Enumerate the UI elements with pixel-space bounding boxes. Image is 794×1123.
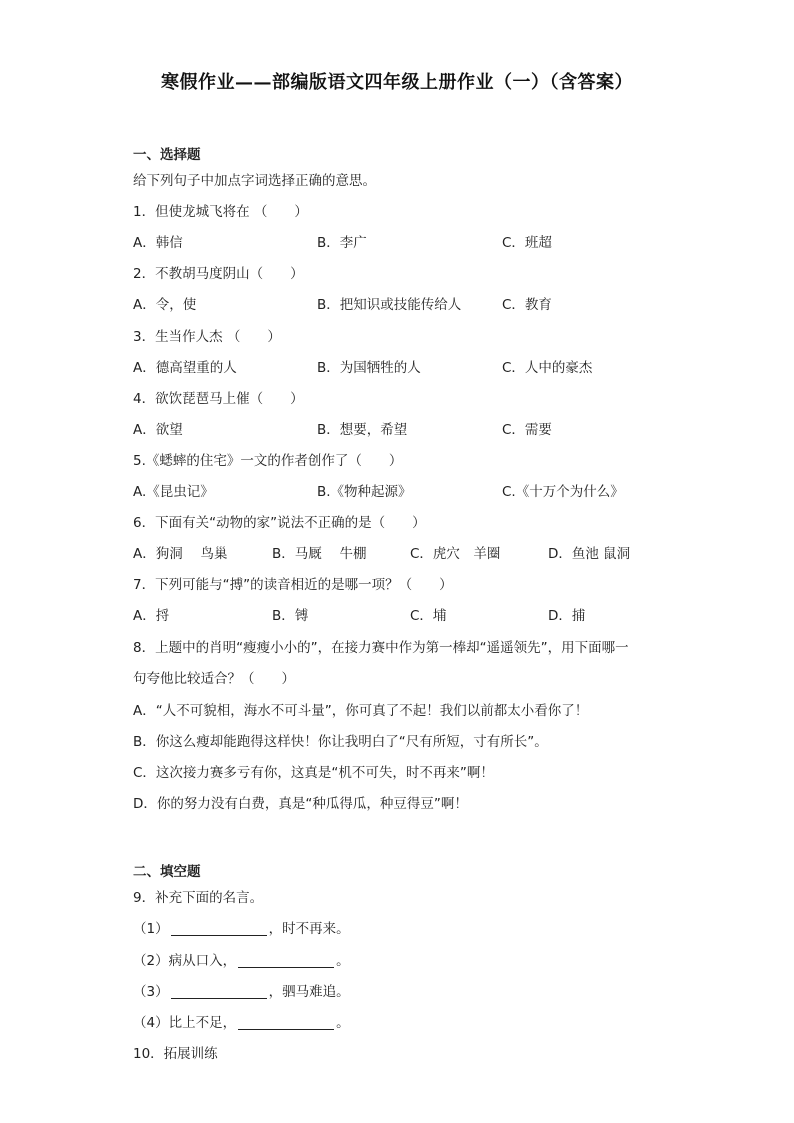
question-8-stem-line2: 句夸他比较适合？（ ） bbox=[133, 671, 295, 687]
question-7-stem: 7．下列可能与“搏”的读音相近的是哪一项？（ ） bbox=[133, 577, 453, 593]
option-b: B.《物种起源》 bbox=[317, 484, 412, 500]
option-b: B．为国牺牲的人 bbox=[317, 360, 421, 376]
option-a: A．欲望 bbox=[133, 422, 183, 438]
question-4-stem: 4．欲饮琵琶马上催（ ） bbox=[133, 391, 304, 407]
option-c: C．埔 bbox=[410, 608, 447, 624]
question-8-stem-line1: 8．上题中的肖明“瘦瘦小小的”，在接力赛中作为第一棒却“遥遥领先”，用下面哪一 bbox=[133, 640, 629, 656]
answer-blank[interactable] bbox=[171, 984, 267, 999]
item-number: （2） bbox=[133, 953, 169, 969]
option-d: D．鱼池 鼠洞 bbox=[548, 546, 631, 562]
answer-blank[interactable] bbox=[238, 1015, 334, 1030]
item-number: （3） bbox=[133, 984, 169, 1000]
option-c: C．班超 bbox=[502, 235, 552, 251]
option-c: C．需要 bbox=[502, 422, 552, 438]
item-after: 。 bbox=[336, 1015, 350, 1031]
instruction-text: 给下列句子中加点字词选择正确的意思。 bbox=[133, 173, 376, 189]
option-d: D．捕 bbox=[548, 608, 586, 624]
question-10-stem: 10．拓展训练 bbox=[133, 1046, 218, 1062]
section-heading-fill: 二、填空题 bbox=[133, 864, 201, 880]
question-1-stem: 1．但使龙城飞将在 （ ） bbox=[133, 204, 308, 220]
item-after: 。 bbox=[336, 953, 350, 969]
question-2-stem: 2．不教胡马度阴山（ ） bbox=[133, 266, 304, 282]
option-b: B．想要，希望 bbox=[317, 422, 408, 438]
option-c: C．教育 bbox=[502, 297, 552, 313]
question-9-item-2 bbox=[133, 952, 350, 970]
question-8-option-a: A．“人不可貌相，海水不可斗量”，你可真了不起！我们以前都太小看你了！ bbox=[133, 703, 589, 719]
option-a: A．狗洞 鸟巢 bbox=[133, 546, 228, 562]
item-after: ，时不再来。 bbox=[268, 921, 350, 937]
option-b: B．把知识或技能传给人 bbox=[317, 297, 462, 313]
option-b: B．李广 bbox=[317, 235, 367, 251]
question-5-stem: 5.《蟋蟀的住宅》一文的作者创作了（ ） bbox=[133, 453, 403, 469]
item-before: 比上不足， bbox=[168, 1015, 237, 1031]
answer-blank[interactable] bbox=[238, 953, 334, 968]
item-number: （4） bbox=[133, 1015, 169, 1031]
question-8-option-b: B．你这么瘦却能跑得这样快！你让我明白了“尺有所短，寸有所长”。 bbox=[133, 734, 548, 750]
answer-blank[interactable] bbox=[171, 921, 267, 936]
question-6-stem: 6．下面有关“动物的家”说法不正确的是（ ） bbox=[133, 515, 426, 531]
question-9-item-1 bbox=[133, 920, 350, 938]
option-a: A.《昆虫记》 bbox=[133, 484, 214, 500]
question-3-stem: 3．生当作人杰 （ ） bbox=[133, 329, 281, 345]
option-c: C．人中的豪杰 bbox=[502, 360, 593, 376]
question-8-option-d: D．你的努力没有白费，真是“种瓜得瓜，种豆得豆”啊！ bbox=[133, 796, 468, 812]
question-9-item-3 bbox=[133, 983, 350, 1001]
option-c: C.《十万个为什么》 bbox=[502, 484, 624, 500]
item-after: ，驷马难追。 bbox=[268, 984, 350, 1000]
item-number: （1） bbox=[133, 921, 169, 937]
question-9-stem: 9．补充下面的名言。 bbox=[133, 890, 264, 906]
question-8-option-c: C．这次接力赛多亏有你，这真是“机不可失，时不再来”啊！ bbox=[133, 765, 494, 781]
section-heading-choice: 一、选择题 bbox=[133, 147, 201, 163]
option-a: A．捋 bbox=[133, 608, 170, 624]
option-a: A．令，使 bbox=[133, 297, 197, 313]
option-b: B．镈 bbox=[272, 608, 309, 624]
question-9-item-4 bbox=[133, 1014, 350, 1032]
item-before: 病从口入， bbox=[168, 953, 237, 969]
page-title: 寒假作业——部编版语文四年级上册作业（一）（含答案） bbox=[161, 72, 633, 93]
option-a: A．韩信 bbox=[133, 235, 183, 251]
option-c: C．虎穴 羊圈 bbox=[410, 546, 501, 562]
option-b: B．马厩 牛棚 bbox=[272, 546, 367, 562]
option-a: A．德高望重的人 bbox=[133, 360, 237, 376]
